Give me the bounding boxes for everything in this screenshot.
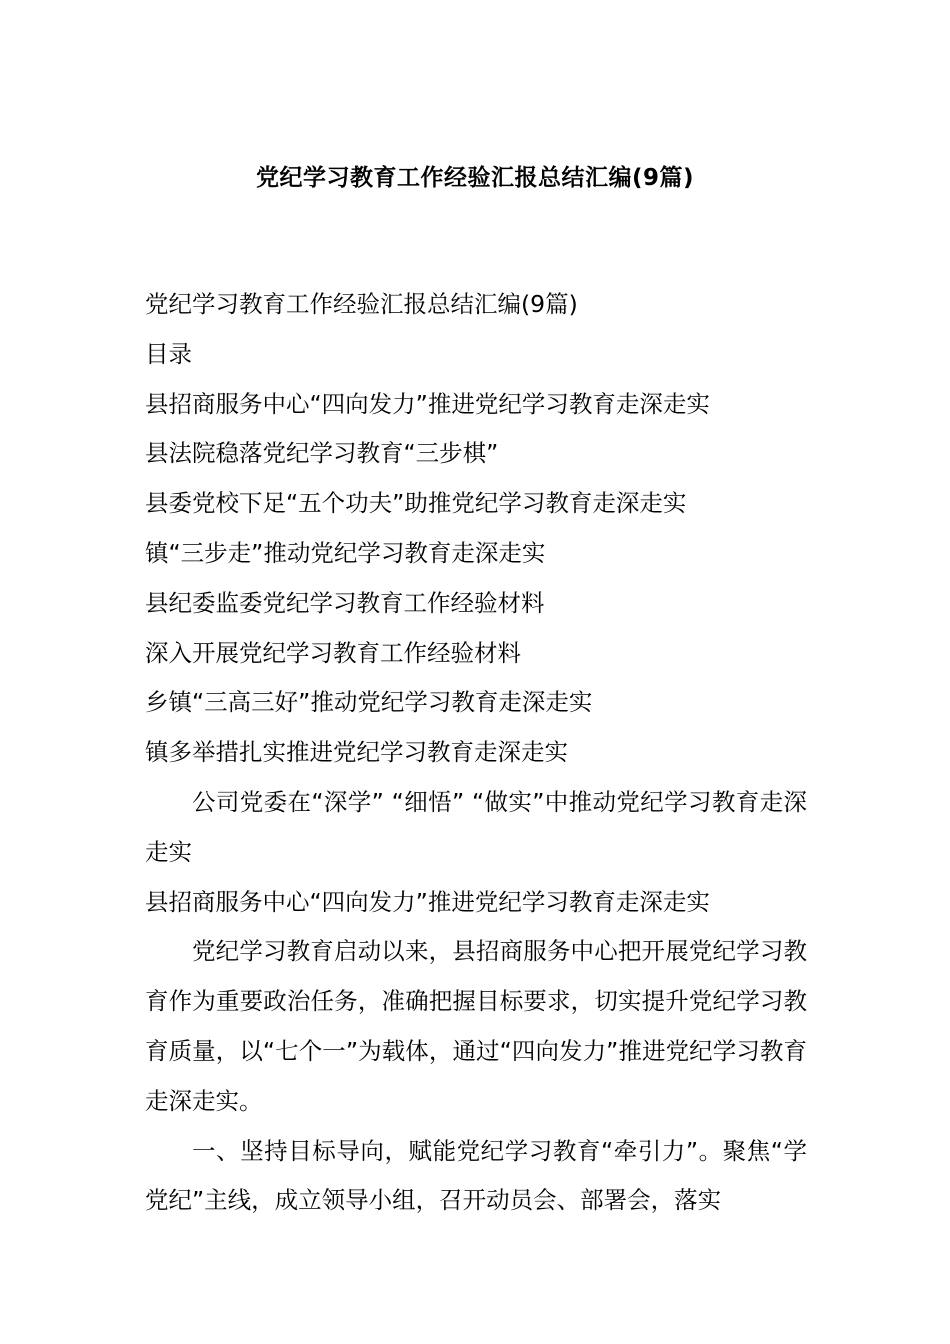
document-body: [145, 280, 807, 1226]
toc-item: 县纪委监委党纪学习教育工作经验材料: [145, 588, 545, 617]
toc-item: 乡镇“三高三好”推动党纪学习教育走深走实: [145, 688, 593, 717]
section-title: 县招商服务中心“四向发力”推进党纪学习教育走深走实: [145, 887, 710, 916]
toc-item: 镇多举措扎实推进党纪学习教育走深走实: [145, 738, 568, 767]
toc-item: 深入开展党纪学习教育工作经验材料: [145, 638, 521, 667]
toc-heading: 目录: [145, 339, 192, 368]
toc-item: 县招商服务中心“四向发力”推进党纪学习教育走深走实: [145, 389, 710, 418]
body-paragraph: 一、坚持目标导向，赋能党纪学习教育“牵引力”。聚焦“学党纪”主线，成立领导小组，召开动员会、部署会，落实: [145, 1136, 807, 1215]
toc-item-wrapped: 公司党委在“深学” “细悟” “做实”中推动党纪学习教育走深走实: [145, 787, 807, 866]
body-paragraph: 党纪学习教育启动以来，县招商服务中心把开展党纪学习教育作为重要政治任务，准确把握目标要求，切实提升党纪学习教育质量，以“七个一”为载体，通过“四向发力”推进党纪学习教育走深走实。: [145, 937, 807, 1115]
toc-item: 镇“三步走”推动党纪学习教育走深走实: [145, 538, 546, 567]
document-title: 党纪学习教育工作经验汇报总结汇编(9篇): [255, 165, 695, 191]
toc-item: 县委党校下足“五个功夫”助推党纪学习教育走深走实: [145, 489, 687, 518]
document-subtitle: 党纪学习教育工作经验汇报总结汇编(9篇): [145, 290, 578, 318]
toc-item: 县法院稳落党纪学习教育“三步棋”: [145, 439, 499, 468]
